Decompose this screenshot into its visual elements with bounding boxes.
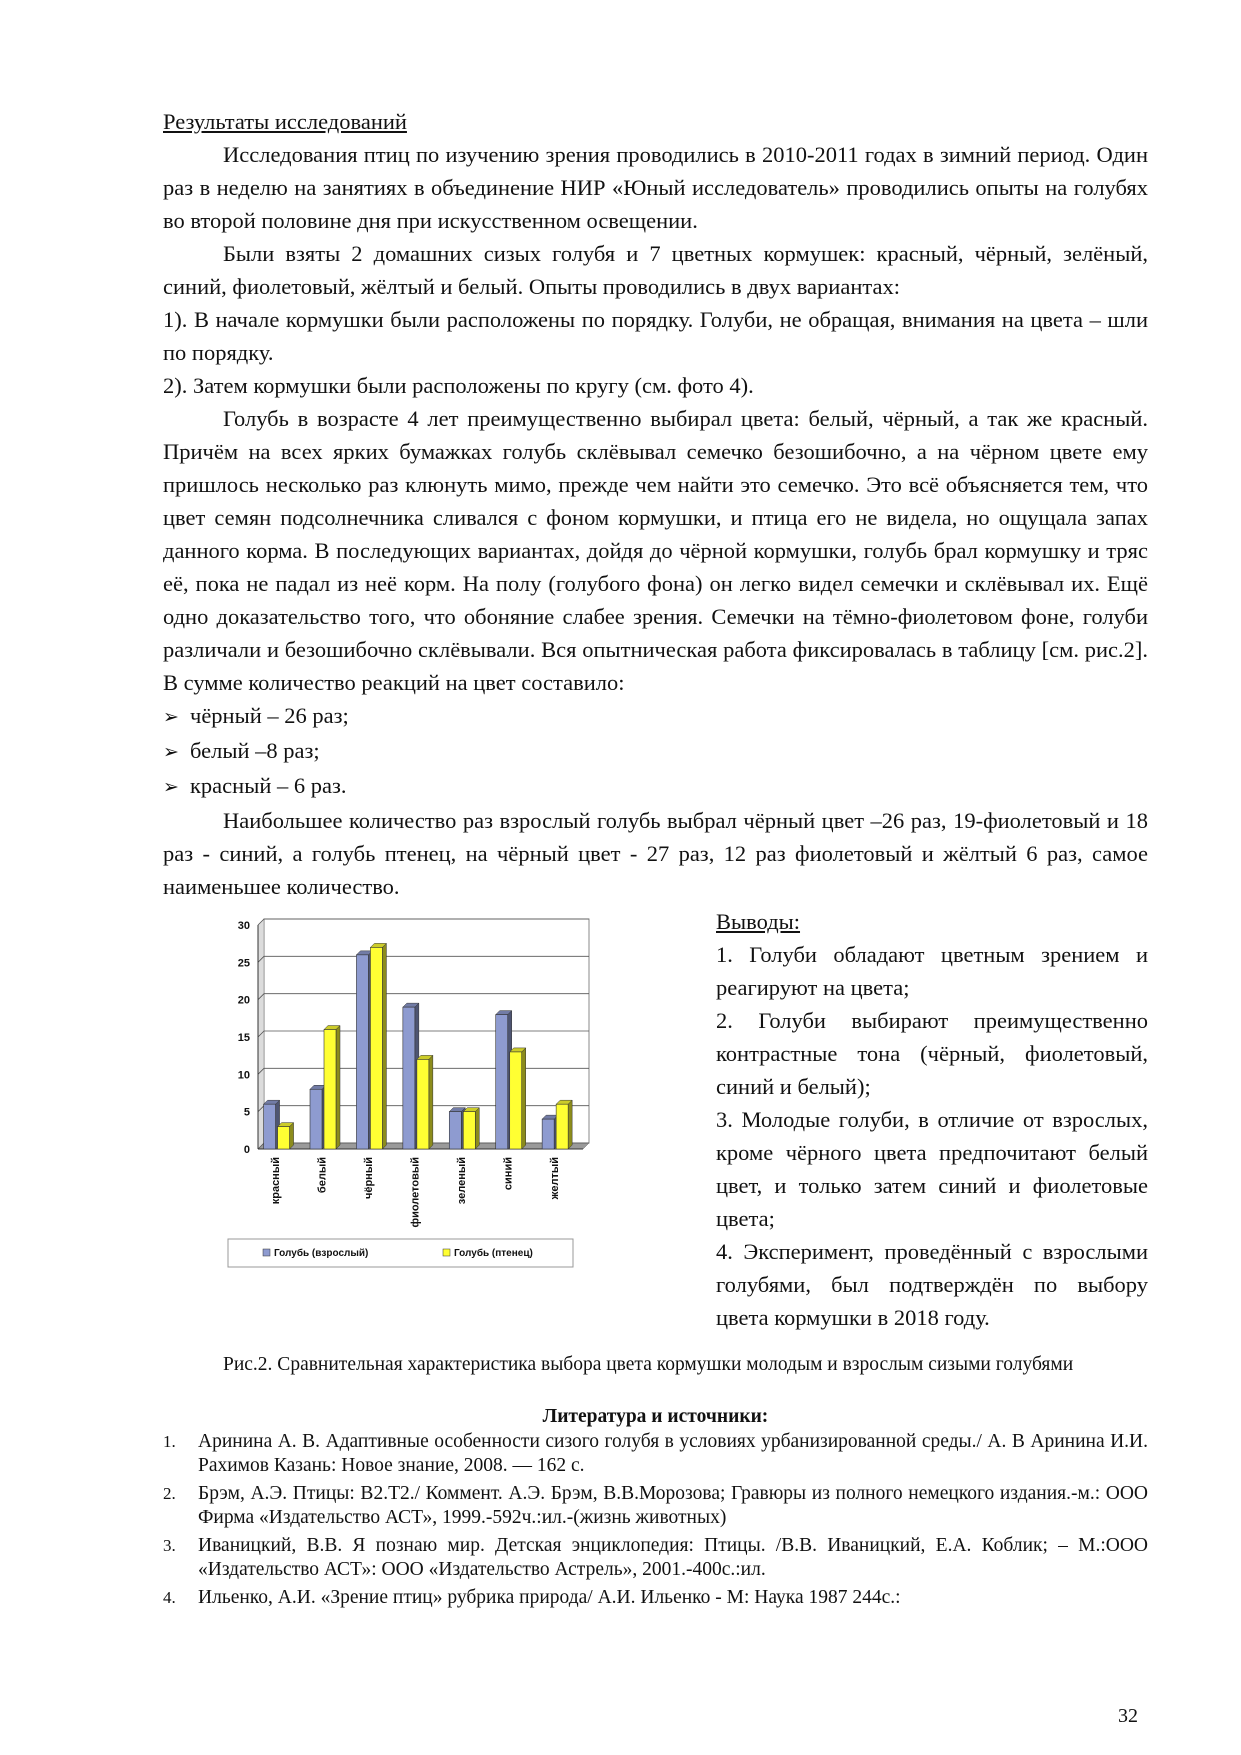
literature-text: Ильенко, А.И. «Зрение птиц» рубрика природа/ А.И. Ильенко - М: Наука 1987 244с.: — [198, 1587, 901, 1608]
x-tick-label: белый — [316, 1157, 329, 1194]
figure-caption: Рис.2. Сравнительная характеристика выбора цвета кормушки молодым и взрослым сизыми голубями — [223, 1354, 1074, 1375]
conclusion-item: 3. Молодые голуби, в отличие от взрослых, кроме чёрного цвета предпочитают белый цвет, и только затем синий и фиолетовые цвета; — [716, 1107, 1148, 1231]
bullet-text: чёрный – 26 раз; — [190, 703, 349, 728]
literature-number: 1. — [163, 1432, 176, 1451]
literature-number: 4. — [163, 1588, 176, 1607]
literature-text: Иваницкий, В.В. Я познаю мир. Детская энциклопедия: Птицы. /В.В. Иваницкий, Е.А. Коблик; – М.:ООО «Издательство АСТ»: ООО «Издательство Астрель», 2001.-400с.:ил. — [198, 1535, 1148, 1580]
legend-swatch — [263, 1249, 270, 1256]
paragraph-6: Наибольшее количество раз взрослый голубь выбрал чёрный цвет –26 раз, 19-фиолетовый и 18 раз - синий, а голубь птенец, на чёрный цвет - 27 раз, 12 раз фиолетовый и жёлтый 6 раз, самое наименьшее количество. — [163, 808, 1148, 899]
chart-and-conclusions — [163, 905, 1148, 1330]
paragraph-2: Были взяты 2 домашних сизых голубя и 7 цветных кормушек: красный, чёрный, зелёный, синий, фиолетовый, жёлтый и белый. Опыты проводились в двух вариантах: — [163, 241, 1148, 299]
bar — [510, 1052, 522, 1149]
bar-side — [568, 1100, 572, 1149]
bullet-item — [163, 734, 1148, 769]
paragraph-3: 1). В начале кормушки были расположены по порядку. Голуби, не обращая, внимания на цвета – шли по порядку. — [163, 307, 1148, 365]
bar — [417, 1059, 429, 1149]
bar-side — [429, 1055, 433, 1149]
y-tick-label: 10 — [237, 1069, 250, 1082]
legend-label: Голубь (взрослый) — [274, 1248, 369, 1259]
conclusion-item: 4. Эксперимент, проведённый с взрослыми голубями, был подтверждён по выбору цвета кормушки в 2018 году. — [716, 1239, 1148, 1330]
bar-side — [382, 943, 386, 1149]
arrow-bullet-icon: ➢ — [163, 741, 179, 763]
bar-side — [475, 1108, 479, 1149]
y-tick-label: 20 — [237, 994, 250, 1007]
bullet-text: красный – 6 раз. — [190, 773, 347, 798]
bar-side — [336, 1026, 340, 1149]
bar — [463, 1112, 475, 1149]
literature-item — [163, 1482, 1148, 1530]
bullet-item — [163, 699, 1148, 734]
x-tick-label: зеленый — [455, 1157, 468, 1205]
x-tick-label: синий — [502, 1157, 515, 1191]
literature-title: Литература и источники: — [542, 1406, 769, 1427]
bar-side — [290, 1123, 294, 1149]
section-title: Результаты исследований — [163, 109, 407, 134]
bar — [556, 1104, 568, 1149]
literature-text: Брэм, А.Э. Птицы: В2.Т2./ Коммент. А.Э. Брэм, В.В.Морозова; Гравюры из полного немецкого издания.-м.: ООО Фирма «Издательство АСТ», 1999.-592ч.:ил.-(жизнь животных) — [198, 1483, 1148, 1528]
literature-item — [163, 1534, 1148, 1582]
literature-number: 3. — [163, 1536, 176, 1555]
paragraph-5: Голубь в возрасте 4 лет преимущественно выбирал цвета: белый, чёрный, а так же красный. Причём на всех ярких бумажках голубь склёвывал семечко безошибочно, а на чёрном цвете ему пришлось несколько раз клюнуть мимо, прежде чем найти это семечко. Это всё объясняется тем, что цвет семян подсолнечника сливался с фоном кормушки, и птица его не видела, но ощущала запах данного корма. В последующих вариантах, дойдя до чёрной кормушки, голубь брал кормушку и тряс её, пока не падал из неё корм. На полу (голубого фона) он легко видел семечки и склёвывал их. Ещё одно доказательство того, что обоняние слабее зрения. Семечки на тёмно-фиолетовом фоне, голуби различали и безошибочно склёвывали. Вся опытническая работа фиксировалась в таблицу [см. рис.2]. В сумме количество реакций на цвет составило: — [163, 406, 1148, 695]
x-tick-label: фиолетовый — [409, 1157, 422, 1228]
conclusion-item: 2. Голуби выбирают преимущественно контрастные тона (чёрный, фиолетовый, синий и белый); — [716, 1008, 1148, 1099]
bar — [542, 1119, 554, 1149]
conclusion-item: 1. Голуби обладают цветным зрением и реагируют на цвета; — [716, 942, 1148, 1000]
bar-chart — [223, 915, 623, 1305]
y-tick-label: 5 — [243, 1106, 250, 1119]
conclusions — [716, 905, 1148, 1334]
bar — [403, 1007, 415, 1149]
x-tick-label: красный — [270, 1157, 283, 1205]
page-number: 32 — [1118, 1705, 1138, 1727]
paragraph-1: Исследования птиц по изучению зрения проводились в 2010-2011 годах в зимний период. Один раз в неделю на занятиях в объединение НИР «Юный исследователь» проводились опыты на голубях во второй половине дня при искусственном освещении. — [163, 142, 1148, 233]
bar — [356, 955, 368, 1149]
literature-text: Аринина А. В. Адаптивные особенности сизого голубя в условиях урбанизированной среды./ А. В Аринина И.И. Рахимов Казань: Новое знание, 2008. — 162 с. — [198, 1431, 1148, 1476]
bullet-text: белый –8 раз; — [190, 738, 320, 763]
page-body — [163, 105, 1148, 1330]
arrow-bullet-icon: ➢ — [163, 706, 179, 728]
legend-label: Голубь (птенец) — [454, 1248, 533, 1259]
x-tick-label: чёрный — [363, 1157, 376, 1200]
bar — [310, 1089, 322, 1149]
y-tick-label: 15 — [237, 1032, 250, 1044]
legend-swatch — [443, 1249, 450, 1256]
literature-number: 2. — [163, 1484, 176, 1503]
literature-item — [163, 1586, 1148, 1610]
bar — [324, 1030, 336, 1149]
y-tick-label: 25 — [237, 957, 250, 970]
paragraph-4: 2). Затем кормушки были расположены по кругу (см. фото 4). — [163, 373, 754, 398]
x-tick-label: желтый — [548, 1157, 561, 1200]
y-tick-label: 30 — [237, 920, 250, 932]
bar — [449, 1112, 461, 1149]
bar — [264, 1104, 276, 1149]
bullet-item — [163, 769, 1148, 804]
arrow-bullet-icon: ➢ — [163, 776, 179, 798]
conclusions-title: Выводы: — [716, 909, 801, 934]
y-tick-label: 0 — [243, 1144, 250, 1156]
literature-list — [163, 1430, 1148, 1614]
literature-item — [163, 1430, 1148, 1478]
bar — [496, 1015, 508, 1149]
chart-container — [223, 915, 623, 1305]
bar — [278, 1127, 290, 1149]
bar-side — [522, 1048, 526, 1149]
bar — [370, 947, 382, 1149]
